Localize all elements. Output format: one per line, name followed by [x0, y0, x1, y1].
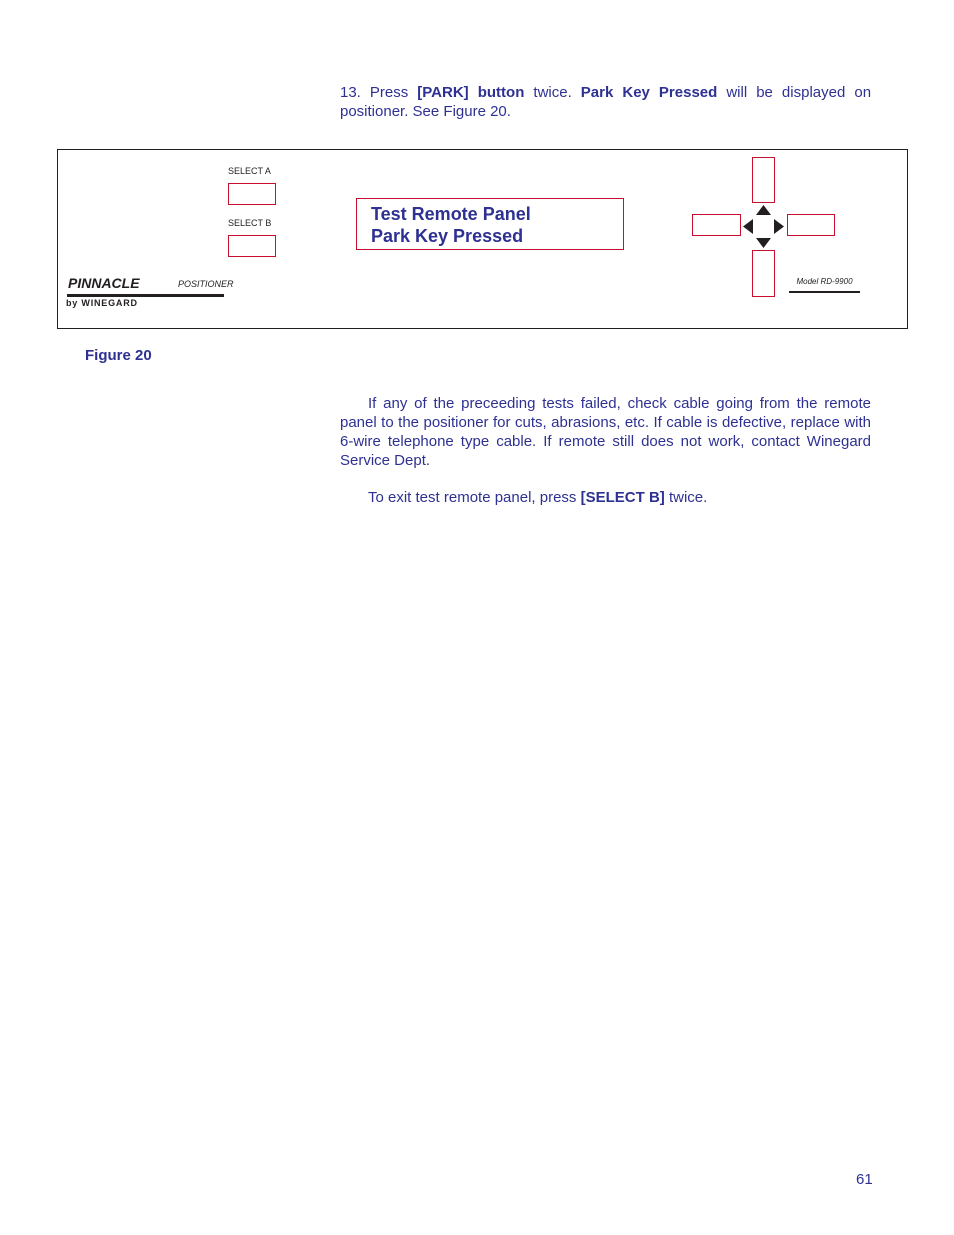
direction-arrows-icon — [743, 205, 784, 248]
step-number: 13. — [340, 84, 361, 101]
press-text: Press — [369, 84, 409, 101]
arrow-down-icon — [756, 238, 771, 248]
model-number: Model RD-9900 — [789, 277, 860, 293]
exit-text-after: twice. — [668, 489, 708, 506]
select-b-ref: [SELECT B] — [580, 489, 665, 506]
select-a-label: SELECT A — [228, 166, 271, 176]
arrow-up-icon — [756, 205, 771, 215]
figure-caption: Figure 20 — [85, 347, 152, 364]
left-button[interactable] — [692, 214, 741, 236]
remote-panel-figure — [57, 149, 908, 329]
brand-byline: by WINEGARD — [66, 298, 138, 308]
page-number: 61 — [856, 1171, 873, 1188]
troubleshooting-paragraph: If any of the preceeding tests failed, check cable going from the remote panel to the positioner for cuts, abrasions, etc. If cable is defective, replace with 6-wire telephone type cable. If remote still does not work, contact Winegard Service Dept. — [340, 395, 871, 469]
exit-instruction-paragraph — [340, 488, 871, 507]
exit-text-before: To exit test remote panel, press — [368, 489, 577, 506]
brand-subtitle: POSITIONER — [178, 279, 234, 289]
lcd-display — [356, 198, 624, 250]
park-key-pressed-ref: Park Key Pressed — [580, 84, 718, 101]
brand-name: PINNACLE — [68, 275, 140, 291]
select-b-label: SELECT B — [228, 218, 272, 228]
park-button-ref: [PARK] button — [417, 84, 525, 101]
display-line-2: Park Key Pressed — [371, 226, 524, 246]
step-13-rest: will be displayed on positioner. See Figure 20. — [340, 84, 872, 120]
down-button[interactable] — [752, 250, 775, 297]
step-13-paragraph — [340, 83, 871, 121]
pinnacle-logo — [67, 275, 234, 297]
select-b-button[interactable] — [228, 235, 276, 257]
select-a-button[interactable] — [228, 183, 276, 205]
arrow-right-icon — [774, 219, 784, 234]
up-button[interactable] — [752, 157, 775, 203]
arrow-left-icon — [743, 219, 753, 234]
display-line-1: Test Remote Panel — [371, 204, 531, 224]
right-button[interactable] — [787, 214, 835, 236]
twice-text: twice. — [533, 84, 572, 101]
